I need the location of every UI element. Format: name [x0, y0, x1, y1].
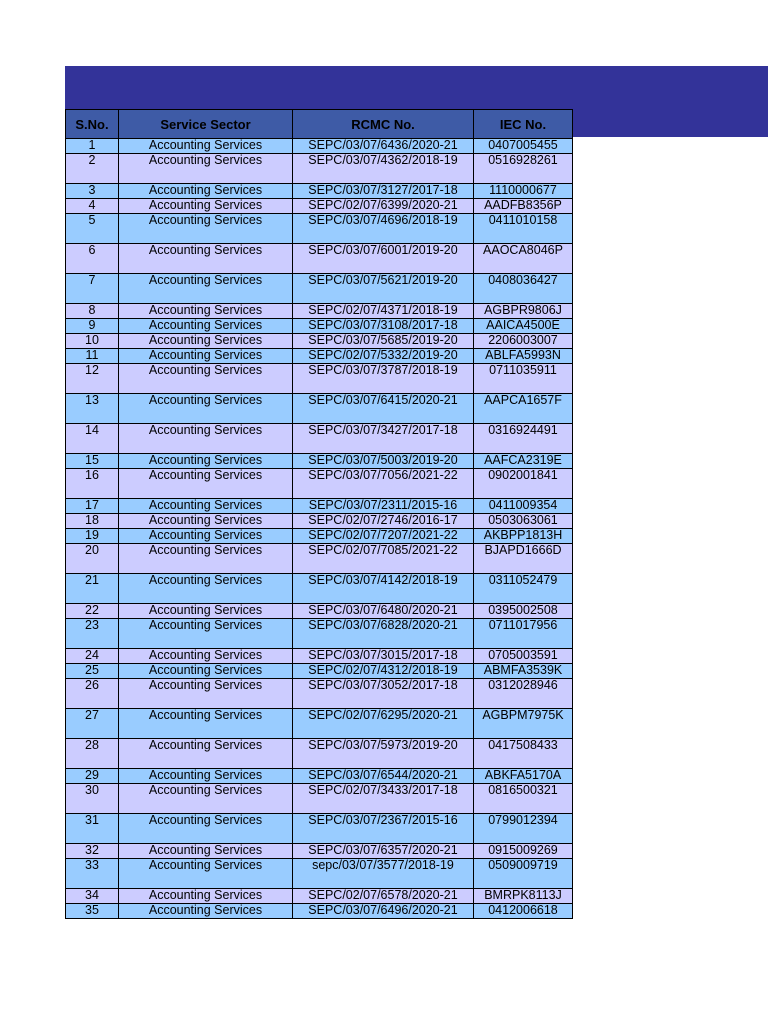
cell-rcmc-no: SEPC/03/07/6480/2020-21	[293, 604, 474, 619]
cell-iec-no: BMRPK8113J	[474, 889, 573, 904]
table-row	[66, 499, 573, 514]
cell-sno: 2	[66, 154, 119, 184]
table-row	[66, 244, 573, 274]
cell-service-sector: Accounting Services	[119, 154, 293, 184]
cell-iec-no: AADFB8356P	[474, 199, 573, 214]
cell-rcmc-no: SEPC/03/07/4696/2018-19	[293, 214, 474, 244]
cell-service-sector: Accounting Services	[119, 529, 293, 544]
table-row	[66, 784, 573, 814]
cell-iec-no: 0503063061	[474, 514, 573, 529]
cell-service-sector: Accounting Services	[119, 574, 293, 604]
cell-sno: 10	[66, 334, 119, 349]
cell-rcmc-no: SEPC/03/07/5003/2019-20	[293, 454, 474, 469]
cell-sno: 30	[66, 784, 119, 814]
cell-service-sector: Accounting Services	[119, 244, 293, 274]
table-row	[66, 424, 573, 454]
cell-service-sector: Accounting Services	[119, 679, 293, 709]
cell-sno: 31	[66, 814, 119, 844]
cell-rcmc-no: SEPC/03/07/6415/2020-21	[293, 394, 474, 424]
cell-sno: 13	[66, 394, 119, 424]
table-row	[66, 679, 573, 709]
cell-service-sector: Accounting Services	[119, 349, 293, 364]
cell-service-sector: Accounting Services	[119, 469, 293, 499]
cell-sno: 29	[66, 769, 119, 784]
cell-sno: 24	[66, 649, 119, 664]
cell-rcmc-no: SEPC/03/07/4142/2018-19	[293, 574, 474, 604]
cell-iec-no: AAICA4500E	[474, 319, 573, 334]
cell-iec-no: 0412006618	[474, 904, 573, 919]
table-row	[66, 139, 573, 154]
cell-rcmc-no: SEPC/02/07/6295/2020-21	[293, 709, 474, 739]
cell-sno: 20	[66, 544, 119, 574]
cell-rcmc-no: SEPC/03/07/6544/2020-21	[293, 769, 474, 784]
table-body	[66, 139, 573, 919]
cell-service-sector: Accounting Services	[119, 184, 293, 199]
cell-service-sector: Accounting Services	[119, 709, 293, 739]
cell-rcmc-no: SEPC/02/07/6399/2020-21	[293, 199, 474, 214]
cell-sno: 17	[66, 499, 119, 514]
table-row	[66, 454, 573, 469]
cell-service-sector: Accounting Services	[119, 334, 293, 349]
table-row	[66, 364, 573, 394]
cell-service-sector: Accounting Services	[119, 859, 293, 889]
cell-service-sector: Accounting Services	[119, 844, 293, 859]
table-row	[66, 619, 573, 649]
cell-iec-no: AGBPM7975K	[474, 709, 573, 739]
column-header-iec-no: IEC No.	[474, 110, 573, 139]
cell-service-sector: Accounting Services	[119, 424, 293, 454]
cell-sno: 9	[66, 319, 119, 334]
cell-rcmc-no: SEPC/02/07/3433/2017-18	[293, 784, 474, 814]
cell-service-sector: Accounting Services	[119, 394, 293, 424]
cell-iec-no: 1110000677	[474, 184, 573, 199]
cell-iec-no: 0509009719	[474, 859, 573, 889]
table-row	[66, 769, 573, 784]
cell-service-sector: Accounting Services	[119, 904, 293, 919]
cell-rcmc-no: SEPC/03/07/7056/2021-22	[293, 469, 474, 499]
cell-service-sector: Accounting Services	[119, 139, 293, 154]
table-row	[66, 544, 573, 574]
column-header-rcmc-no: RCMC No.	[293, 110, 474, 139]
table-row	[66, 319, 573, 334]
cell-rcmc-no: sepc/03/07/3577/2018-19	[293, 859, 474, 889]
cell-service-sector: Accounting Services	[119, 214, 293, 244]
cell-sno: 22	[66, 604, 119, 619]
cell-service-sector: Accounting Services	[119, 739, 293, 769]
cell-service-sector: Accounting Services	[119, 784, 293, 814]
cell-iec-no: AAPCA1657F	[474, 394, 573, 424]
cell-sno: 18	[66, 514, 119, 529]
table-row	[66, 739, 573, 769]
cell-iec-no: ABKFA5170A	[474, 769, 573, 784]
cell-rcmc-no: SEPC/03/07/3787/2018-19	[293, 364, 474, 394]
cell-rcmc-no: SEPC/03/07/4362/2018-19	[293, 154, 474, 184]
table-row	[66, 199, 573, 214]
table-row	[66, 214, 573, 244]
cell-service-sector: Accounting Services	[119, 364, 293, 394]
cell-rcmc-no: SEPC/03/07/2311/2015-16	[293, 499, 474, 514]
table-row	[66, 574, 573, 604]
cell-sno: 4	[66, 199, 119, 214]
cell-rcmc-no: SEPC/03/07/3108/2017-18	[293, 319, 474, 334]
cell-iec-no: AKBPP1813H	[474, 529, 573, 544]
table-row	[66, 469, 573, 499]
cell-rcmc-no: SEPC/02/07/5332/2019-20	[293, 349, 474, 364]
cell-iec-no: 0311052479	[474, 574, 573, 604]
table-row	[66, 904, 573, 919]
cell-sno: 14	[66, 424, 119, 454]
cell-iec-no: 0395002508	[474, 604, 573, 619]
cell-sno: 8	[66, 304, 119, 319]
cell-service-sector: Accounting Services	[119, 604, 293, 619]
cell-rcmc-no: SEPC/03/07/6828/2020-21	[293, 619, 474, 649]
cell-sno: 7	[66, 274, 119, 304]
table-row	[66, 604, 573, 619]
table-row	[66, 529, 573, 544]
table-row	[66, 304, 573, 319]
cell-service-sector: Accounting Services	[119, 649, 293, 664]
cell-service-sector: Accounting Services	[119, 199, 293, 214]
cell-iec-no: 0816500321	[474, 784, 573, 814]
cell-rcmc-no: SEPC/02/07/2746/2016-17	[293, 514, 474, 529]
cell-sno: 12	[66, 364, 119, 394]
cell-rcmc-no: SEPC/02/07/7085/2021-22	[293, 544, 474, 574]
cell-sno: 16	[66, 469, 119, 499]
cell-sno: 35	[66, 904, 119, 919]
cell-iec-no: 0711035911	[474, 364, 573, 394]
cell-sno: 19	[66, 529, 119, 544]
cell-service-sector: Accounting Services	[119, 514, 293, 529]
cell-iec-no: AGBPR9806J	[474, 304, 573, 319]
cell-iec-no: 0316924491	[474, 424, 573, 454]
cell-iec-no: 0411010158	[474, 214, 573, 244]
column-header-sno: S.No.	[66, 110, 119, 139]
cell-iec-no: 0411009354	[474, 499, 573, 514]
cell-sno: 21	[66, 574, 119, 604]
cell-iec-no: 0516928261	[474, 154, 573, 184]
cell-rcmc-no: SEPC/02/07/4312/2018-19	[293, 664, 474, 679]
cell-service-sector: Accounting Services	[119, 499, 293, 514]
cell-service-sector: Accounting Services	[119, 454, 293, 469]
table-row	[66, 664, 573, 679]
table-row	[66, 154, 573, 184]
cell-iec-no: BJAPD1666D	[474, 544, 573, 574]
cell-iec-no: 0799012394	[474, 814, 573, 844]
cell-iec-no: 2206003007	[474, 334, 573, 349]
cell-iec-no: AAOCA8046P	[474, 244, 573, 274]
cell-sno: 15	[66, 454, 119, 469]
column-header-service-sector: Service Sector	[119, 110, 293, 139]
cell-sno: 34	[66, 889, 119, 904]
table-row	[66, 394, 573, 424]
cell-rcmc-no: SEPC/03/07/6357/2020-21	[293, 844, 474, 859]
cell-sno: 3	[66, 184, 119, 199]
cell-sno: 28	[66, 739, 119, 769]
cell-iec-no: ABMFA3539K	[474, 664, 573, 679]
header-row	[66, 110, 573, 139]
cell-rcmc-no: SEPC/03/07/6001/2019-20	[293, 244, 474, 274]
cell-iec-no: 0312028946	[474, 679, 573, 709]
cell-iec-no: ABLFA5993N	[474, 349, 573, 364]
cell-iec-no: AAFCA2319E	[474, 454, 573, 469]
cell-sno: 32	[66, 844, 119, 859]
cell-service-sector: Accounting Services	[119, 619, 293, 649]
cell-sno: 26	[66, 679, 119, 709]
cell-rcmc-no: SEPC/03/07/2367/2015-16	[293, 814, 474, 844]
table-row	[66, 844, 573, 859]
table-row	[66, 274, 573, 304]
table-row	[66, 709, 573, 739]
cell-rcmc-no: SEPC/02/07/4371/2018-19	[293, 304, 474, 319]
cell-service-sector: Accounting Services	[119, 319, 293, 334]
cell-rcmc-no: SEPC/03/07/6496/2020-21	[293, 904, 474, 919]
cell-rcmc-no: SEPC/03/07/3427/2017-18	[293, 424, 474, 454]
cell-rcmc-no: SEPC/03/07/3052/2017-18	[293, 679, 474, 709]
table-row	[66, 334, 573, 349]
cell-iec-no: 0902001841	[474, 469, 573, 499]
cell-rcmc-no: SEPC/03/07/3127/2017-18	[293, 184, 474, 199]
cell-service-sector: Accounting Services	[119, 544, 293, 574]
table-row	[66, 814, 573, 844]
cell-rcmc-no: SEPC/03/07/3015/2017-18	[293, 649, 474, 664]
cell-service-sector: Accounting Services	[119, 814, 293, 844]
cell-rcmc-no: SEPC/03/07/6436/2020-21	[293, 139, 474, 154]
rcmc-table	[65, 109, 573, 919]
cell-sno: 23	[66, 619, 119, 649]
cell-rcmc-no: SEPC/02/07/7207/2021-22	[293, 529, 474, 544]
cell-service-sector: Accounting Services	[119, 664, 293, 679]
cell-service-sector: Accounting Services	[119, 274, 293, 304]
cell-iec-no: 0407005455	[474, 139, 573, 154]
cell-sno: 11	[66, 349, 119, 364]
table-row	[66, 889, 573, 904]
cell-service-sector: Accounting Services	[119, 304, 293, 319]
table-row	[66, 349, 573, 364]
table-row	[66, 184, 573, 199]
cell-sno: 27	[66, 709, 119, 739]
cell-sno: 25	[66, 664, 119, 679]
cell-rcmc-no: SEPC/03/07/5973/2019-20	[293, 739, 474, 769]
cell-sno: 1	[66, 139, 119, 154]
cell-iec-no: 0417508433	[474, 739, 573, 769]
cell-sno: 5	[66, 214, 119, 244]
cell-iec-no: 0705003591	[474, 649, 573, 664]
cell-service-sector: Accounting Services	[119, 769, 293, 784]
cell-rcmc-no: SEPC/03/07/5685/2019-20	[293, 334, 474, 349]
cell-service-sector: Accounting Services	[119, 889, 293, 904]
cell-iec-no: 0711017956	[474, 619, 573, 649]
table-row	[66, 649, 573, 664]
cell-iec-no: 0408036427	[474, 274, 573, 304]
table-row	[66, 859, 573, 889]
cell-sno: 6	[66, 244, 119, 274]
table-row	[66, 514, 573, 529]
cell-iec-no: 0915009269	[474, 844, 573, 859]
cell-rcmc-no: SEPC/03/07/5621/2019-20	[293, 274, 474, 304]
cell-rcmc-no: SEPC/02/07/6578/2020-21	[293, 889, 474, 904]
cell-sno: 33	[66, 859, 119, 889]
